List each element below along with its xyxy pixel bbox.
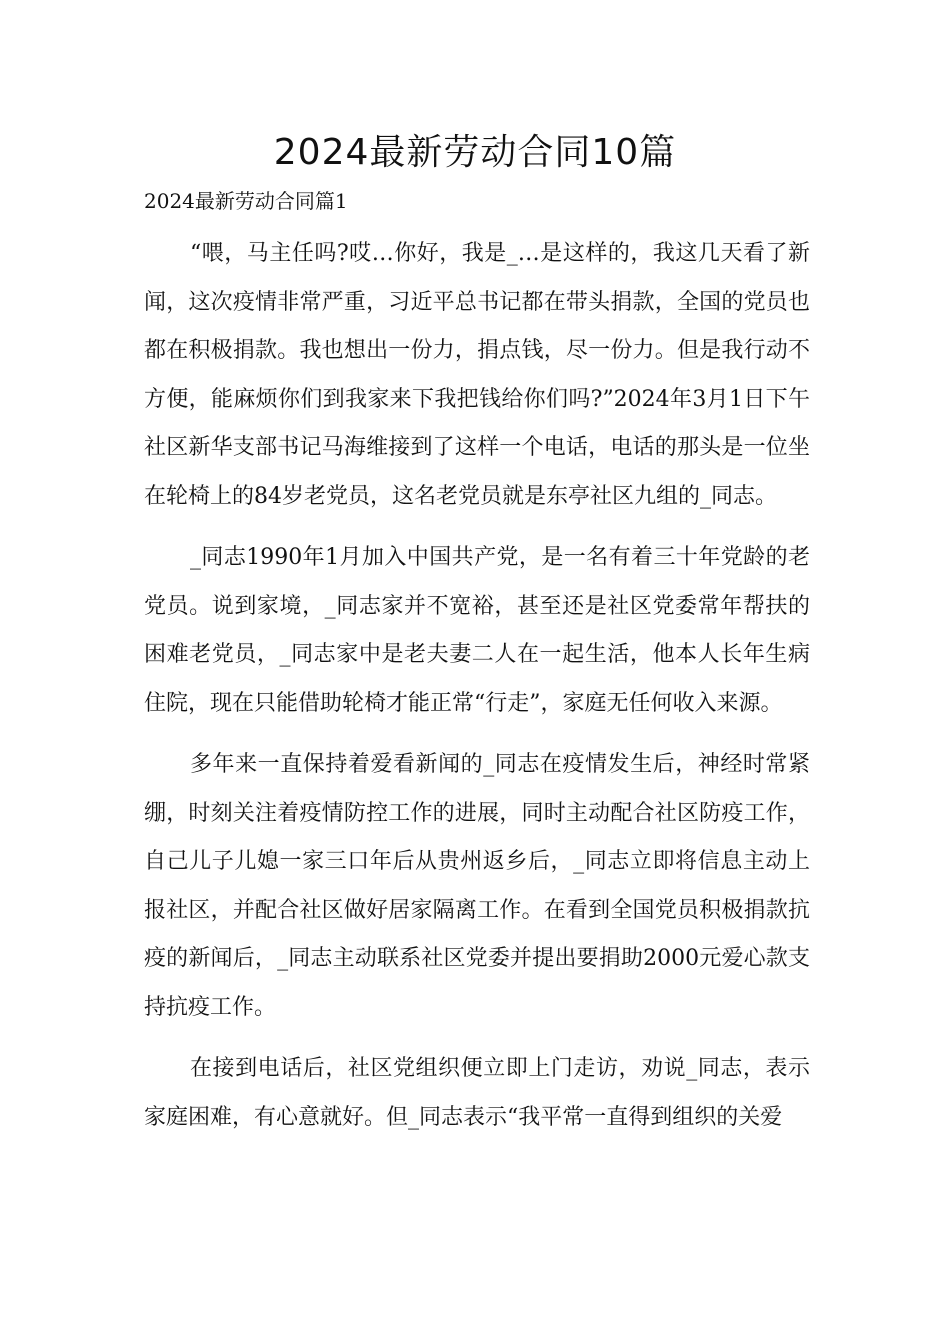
paragraph: 多年来一直保持着爱看新闻的_同志在疫情发生后，神经时常紧绷，时刻关注着疫情防控工作的进展，同时主动配合社区防疫工作，自己儿子儿媳一家三口年后从贵州返乡后，_同志立即将信息主动上报社区，并配合社区做好居家隔离工作。在看到全国党员积极捐款抗疫的新闻后，_同志主动联系社区党委并提出要捐助2000元爱心款支持抗疫工作。 <box>144 752 810 1020</box>
document-title: 2024最新劳动合同10篇 <box>273 132 677 173</box>
paragraph: 在接到电话后，社区党组织便立即上门走访，劝说_同志，表示家庭困难，有心意就好。但_同志表示“我平常一直得到组织的关爱 <box>144 1056 810 1130</box>
paragraph: “喂，马主任吗?哎…你好，我是_…是这样的，我这几天看了新闻，这次疫情非常严重，习近平总书记都在带头捐款，全国的党员也都在积极捐款。我也想出一份力，捐点钱，尽一份力。但是我行动不方便，能麻烦你们到我家来下我把钱给你们吗?”2024年3月1日下午社区新华支部书记马海维接到了这样一个电话，电话的那头是一位坐在轮椅上的84岁老党员，这名老党员就是东亭社区九组的_同志。 <box>144 241 810 509</box>
paragraph: _同志1990年1月加入中国共产党，是一名有着三十年党龄的老党员。说到家境，_同志家并不宽裕，甚至还是社区党委常年帮扶的困难老党员，_同志家中是老夫妻二人在一起生活，他本人长年生病住院，现在只能借助轮椅才能正常“行走”，家庭无任何收入来源。 <box>144 545 810 716</box>
document-body <box>144 230 810 1155</box>
section-heading: 2024最新劳动合同篇1 <box>144 189 348 213</box>
